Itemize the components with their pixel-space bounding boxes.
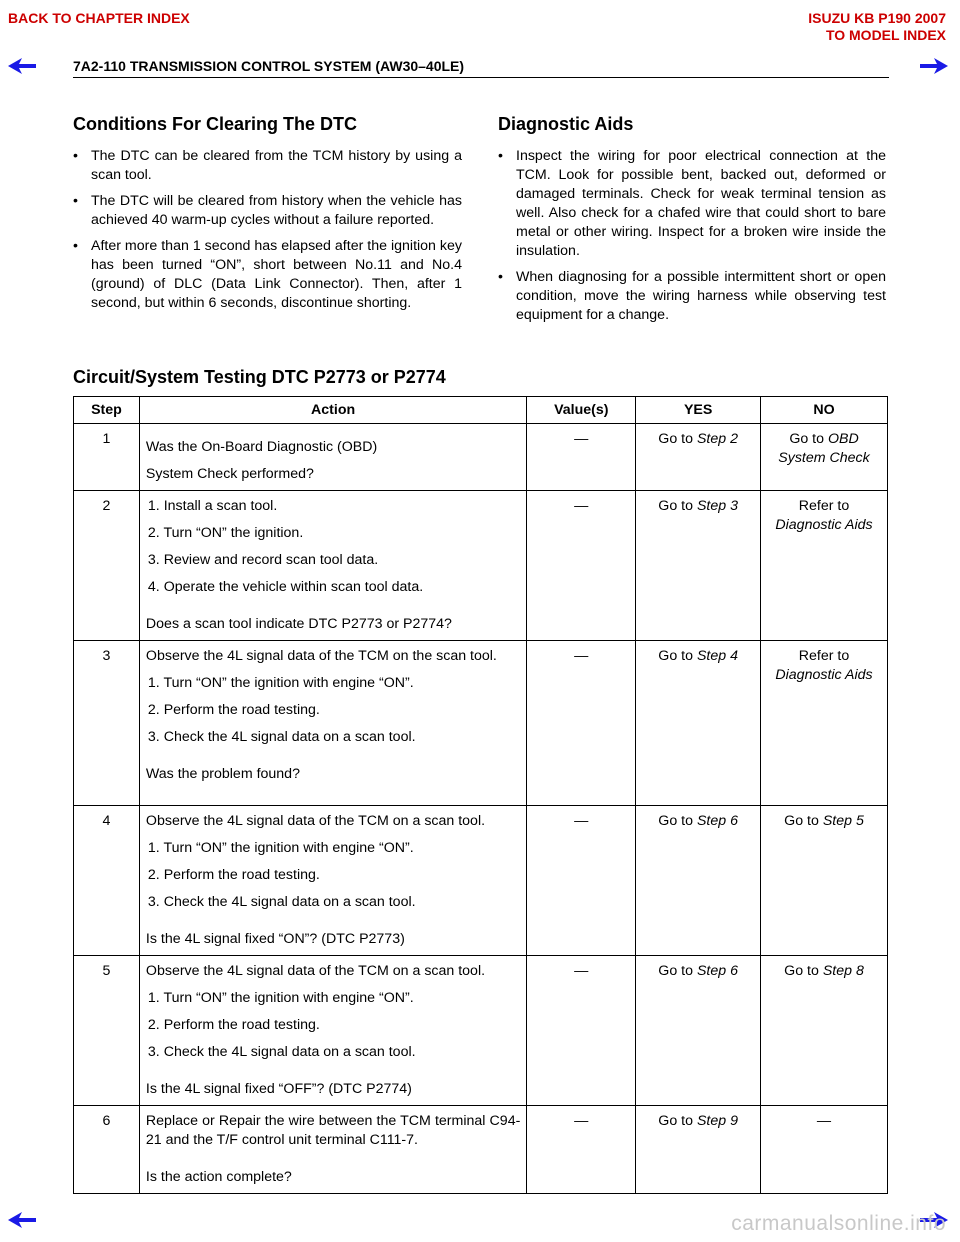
no-action-prefix: Go to: [784, 813, 823, 829]
circuit-testing-heading: Circuit/System Testing DTC P2773 or P2774: [73, 367, 446, 387]
step-action: [139, 641, 526, 806]
bullet-icon: •: [73, 238, 78, 254]
bullet-icon: •: [498, 269, 503, 285]
column-header-no: NO: [761, 397, 888, 424]
previous-page-arrow-bottom-icon[interactable]: [8, 1212, 36, 1228]
column-header-yes: YES: [636, 397, 761, 424]
yes-action-link[interactable]: Step 3: [696, 498, 738, 514]
action-substep: 3. Check the 4L signal data on a scan tool.: [147, 894, 416, 910]
step-value: —: [527, 491, 636, 641]
no-action-prefix: Go to: [789, 431, 828, 447]
diagnostic-aids-heading: Diagnostic Aids: [498, 114, 634, 134]
no-action-link[interactable]: OBD System Check: [778, 431, 870, 466]
list-item-text: Inspect the wiring for poor electrical connection at the TCM. Look for possible bent, backed out, deformed or damaged terminals. Check for weak terminal tension as well. Also check for a chafed wire that could short to bare metal or other wiring. Inspect for a broken wire inside the insulation.: [516, 148, 886, 259]
yes-action-prefix: Go to: [658, 498, 697, 514]
action-substep: 1. Install a scan tool.: [147, 498, 278, 514]
action-substep: 3. Check the 4L signal data on a scan tool.: [147, 729, 416, 745]
yes-action-link[interactable]: Step 2: [696, 431, 738, 447]
bullet-icon: •: [498, 148, 503, 164]
diagnostic-steps-table: [73, 396, 888, 1194]
list-item-text: The DTC can be cleared from the TCM history by using a scan tool.: [91, 148, 462, 183]
step-number: 5: [74, 956, 140, 1106]
yes-action: [636, 641, 761, 806]
model-title-link[interactable]: ISUZU KB P190 2007: [808, 10, 946, 26]
action-substep: 2. Perform the road testing.: [147, 867, 320, 883]
list-item: [73, 237, 462, 313]
yes-action-link[interactable]: Step 6: [696, 813, 738, 829]
table-header-row: [74, 397, 888, 424]
step-number: 2: [74, 491, 140, 641]
list-item: [498, 268, 886, 325]
step-number: 1: [74, 424, 140, 491]
step-action: [139, 806, 526, 956]
yes-action-prefix: Go to: [658, 648, 697, 664]
table-row: [74, 956, 888, 1106]
yes-action: [636, 424, 761, 491]
table-row: [74, 806, 888, 956]
bullet-icon: •: [73, 193, 78, 209]
yes-action: [636, 806, 761, 956]
yes-action-link[interactable]: Step 4: [696, 648, 738, 664]
step-action: [139, 491, 526, 641]
list-item: [73, 147, 462, 185]
conditions-heading: Conditions For Clearing The DTC: [73, 114, 357, 134]
action-substep: 2. Turn “ON” the ignition.: [147, 525, 304, 541]
no-action-link[interactable]: Diagnostic Aids: [775, 667, 873, 683]
action-substep: 3. Review and record scan tool data.: [147, 552, 379, 568]
conditions-section: [73, 147, 462, 320]
yes-action-link[interactable]: Step 9: [696, 1113, 738, 1129]
column-header-values: Value(s): [527, 397, 636, 424]
yes-action-prefix: Go to: [658, 431, 697, 447]
yes-action-prefix: Go to: [658, 963, 697, 979]
step-action: [139, 956, 526, 1106]
action-substep: 4. Operate the vehicle within scan tool data.: [147, 579, 424, 595]
diagnostic-aids-section: [498, 147, 886, 332]
action-substep: 3. Check the 4L signal data on a scan tool.: [147, 1044, 416, 1060]
yes-action: [636, 1106, 761, 1194]
action-instruction: Observe the 4L signal data of the TCM on a scan tool.: [145, 963, 486, 979]
action-substep: 1. Turn “ON” the ignition with engine “ON”.: [147, 675, 414, 691]
page-header-title: 7A2-110 TRANSMISSION CONTROL SYSTEM (AW30–40LE): [73, 58, 465, 74]
action-instruction: Replace or Repair the wire between the TCM terminal C94-21 and the T/F control unit terminal C111-7.: [145, 1113, 521, 1148]
model-index-links: [808, 10, 946, 44]
step-action: [139, 424, 526, 491]
table-body: [74, 424, 888, 1194]
action-substep: 1. Turn “ON” the ignition with engine “ON”.: [147, 840, 414, 856]
action-question: Is the action complete?: [145, 1169, 292, 1185]
action-question: Was the On-Board Diagnostic (OBD): [145, 439, 378, 455]
yes-action: [636, 956, 761, 1106]
action-substep: 2. Perform the road testing.: [147, 1017, 320, 1033]
action-substep: 1. Turn “ON” the ignition with engine “ON”.: [147, 990, 414, 1006]
action-question: Does a scan tool indicate DTC P2773 or P2774?: [145, 616, 452, 632]
column-header-step: Step: [74, 397, 140, 424]
header-divider: [73, 77, 889, 78]
step-number: 3: [74, 641, 140, 806]
action-instruction: Observe the 4L signal data of the TCM on a scan tool.: [145, 813, 486, 829]
table-row: [74, 641, 888, 806]
no-action-prefix: Refer to: [798, 648, 850, 664]
table-row: [74, 424, 888, 491]
list-item-text: After more than 1 second has elapsed after the ignition key has been turned “ON”, short between No.11 and No.4 (ground) of DLC (Data Link Connector). Then, after 1 second, but within 6 seconds, discontinue shorting.: [91, 238, 462, 311]
conditions-list: [73, 147, 462, 313]
no-action: [761, 424, 888, 491]
step-value: —: [527, 956, 636, 1106]
action-substep: 2. Perform the road testing.: [147, 702, 320, 718]
list-item: [498, 147, 886, 261]
no-action: [761, 956, 888, 1106]
back-to-chapter-index-link[interactable]: BACK TO CHAPTER INDEX: [8, 10, 190, 26]
step-value: —: [527, 1106, 636, 1194]
watermark: carmanualsonline.info: [731, 1212, 946, 1235]
no-action-prefix: Go to: [784, 963, 823, 979]
list-item-text: The DTC will be cleared from history when the vehicle has achieved 40 warm-up cycles without a failure reported.: [91, 193, 462, 228]
no-action-link[interactable]: Step 5: [822, 813, 864, 829]
list-item: [73, 192, 462, 230]
step-number: 6: [74, 1106, 140, 1194]
next-page-arrow-icon[interactable]: [920, 58, 948, 74]
step-value: —: [527, 641, 636, 806]
no-action: [761, 1106, 888, 1194]
action-question: Is the 4L signal fixed “OFF”? (DTC P2774): [145, 1081, 412, 1097]
bullet-icon: •: [73, 148, 78, 164]
table-row: [74, 1106, 888, 1194]
step-action: [139, 1106, 526, 1194]
step-value: —: [527, 806, 636, 956]
no-action: [761, 806, 888, 956]
action-question: System Check performed?: [145, 466, 314, 482]
action-question: Is the 4L signal fixed “ON”? (DTC P2773): [145, 931, 405, 947]
diagnostic-aids-list: [498, 147, 886, 325]
column-header-action: Action: [139, 397, 526, 424]
step-value: —: [527, 424, 636, 491]
yes-action: [636, 491, 761, 641]
yes-action-link[interactable]: Step 6: [696, 963, 738, 979]
no-action-link[interactable]: Step 8: [822, 963, 864, 979]
no-action-prefix: Refer to: [798, 498, 850, 514]
yes-action-prefix: Go to: [658, 813, 697, 829]
to-model-index-link[interactable]: TO MODEL INDEX: [825, 27, 946, 43]
step-number: 4: [74, 806, 140, 956]
table-row: [74, 491, 888, 641]
no-action-link[interactable]: Diagnostic Aids: [775, 517, 873, 533]
action-question: Was the problem found?: [145, 766, 300, 782]
no-action-prefix: —: [816, 1113, 832, 1129]
no-action: [761, 641, 888, 806]
action-instruction: Observe the 4L signal data of the TCM on the scan tool.: [145, 648, 497, 664]
previous-page-arrow-icon[interactable]: [8, 58, 36, 74]
yes-action-prefix: Go to: [658, 1113, 697, 1129]
no-action: [761, 491, 888, 641]
list-item-text: When diagnosing for a possible intermittent short or open condition, move the wiring harness while observing test equipment for a change.: [516, 269, 886, 323]
